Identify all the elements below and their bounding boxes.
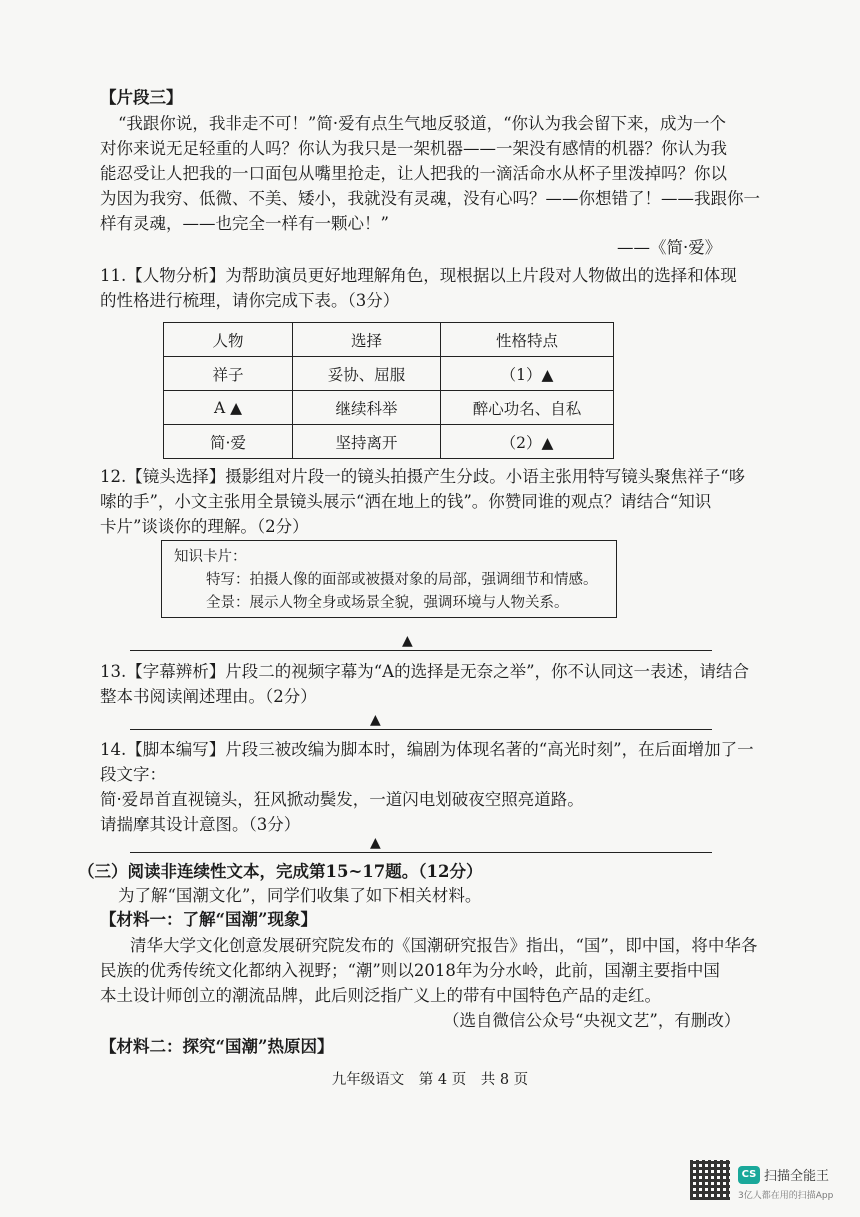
table-cell-blank: （1）▲ — [441, 357, 614, 391]
q12-stem: 卡片”谈谈你的理解。（2分） — [100, 517, 309, 536]
material1-line: 民族的优秀传统文化都纳入视野；“潮”则以2018年为分水岭，此前，国潮主要指中国 — [100, 961, 720, 980]
segment3-line: 样有灵魂，——也完全一样有一颗心！” — [100, 214, 389, 233]
material2-heading: 【材料二：探究“国潮”热原因】 — [100, 1037, 334, 1056]
table-header: 选择 — [293, 323, 441, 357]
material1-line: 清华大学文化创意发展研究院发布的《国潮研究报告》指出，“国”，即中国，将中华各 — [130, 936, 758, 955]
table-cell: 简·爱 — [164, 425, 293, 459]
table-cell: 继续科举 — [293, 391, 441, 425]
answer-marker-icon: ▲ — [370, 835, 381, 851]
q13-stem: 整本书阅读阐述理由。（2分） — [100, 687, 317, 706]
q12-stem: 嗦的手”，小文主张用全景镜头展示“洒在地上的钱”。你赞同谁的观点？请结合“知识 — [100, 492, 712, 511]
table-cell-blank: （2）▲ — [441, 425, 614, 459]
knowledge-card-item: 全景：展示人物全身或场景全貌，强调环境与人物关系。 — [206, 595, 569, 611]
character-table — [163, 322, 614, 459]
table-cell: 醉心功名、自私 — [441, 391, 614, 425]
table-cell-blank: A ▲ — [164, 391, 293, 425]
section3-heading: （三）阅读非连续性文本，完成第15~17题。（12分） — [78, 862, 483, 881]
table-cell: 祥子 — [164, 357, 293, 391]
q14-stem: 请揣摩其设计意图。（3分） — [100, 815, 301, 834]
answer-marker-icon: ▲ — [402, 633, 413, 649]
table-row — [164, 357, 614, 391]
watermark-app-name: 扫描全能王 — [764, 1169, 830, 1184]
knowledge-card-item: 特写：拍摄人像的面部或被摄对象的局部，强调细节和情感。 — [206, 572, 598, 588]
segment3-line: 能忍受让人把我的一口面包从嘴里抢走，让人把我的一滴活命水从杯子里泼掉吗？你以 — [100, 164, 727, 183]
table-header-row — [164, 323, 614, 357]
answer-line[interactable] — [130, 852, 712, 853]
q14-stem: 段文字： — [100, 765, 166, 784]
segment3-line: 为因为我穷、低微、不美、矮小，我就没有灵魂，没有心吗？——你想错了！——我跟你一 — [100, 189, 760, 208]
table-row — [164, 425, 614, 459]
answer-line[interactable] — [130, 729, 712, 730]
material1-line: 本土设计师创立的潮流品牌，此后则泛指广义上的带有中国特色产品的走红。 — [100, 986, 661, 1005]
q13-stem: 13.【字幕辨析】片段二的视频字幕为“A的选择是无奈之举”，你不认同这一表述，请结合 — [100, 662, 750, 681]
knowledge-card-title: 知识卡片： — [174, 549, 247, 565]
q14-stem: 14.【脚本编写】片段三被改编为脚本时，编剧为体现名著的“高光时刻”，在后面增加了一 — [100, 740, 754, 759]
q12-stem: 12.【镜头选择】摄影组对片段一的镜头拍摄产生分歧。小语主张用特写镜头聚焦祥子“哆 — [100, 467, 746, 486]
table-row — [164, 391, 614, 425]
section3-intro: 为了解“国潮文化”，同学们收集了如下相关材料。 — [118, 886, 482, 905]
table-header: 性格特点 — [441, 323, 614, 357]
segment3-line: “我跟你说，我非走不可！”简·爱有点生气地反驳道，“你认为我会留下来，成为一个 — [118, 114, 727, 133]
camscanner-logo-icon: CS — [738, 1166, 760, 1184]
qr-code-icon — [690, 1160, 730, 1200]
material1-heading: 【材料一：了解“国潮”现象】 — [100, 910, 317, 929]
table-cell: 坚持离开 — [293, 425, 441, 459]
segment3-heading: 【片段三】 — [100, 88, 183, 107]
table-cell: 妥协、屈服 — [293, 357, 441, 391]
segment3-line: 对你来说无足轻重的人吗？你认为我只是一架机器——一架没有感情的机器？你认为我 — [100, 139, 727, 158]
q11-stem: 11.【人物分析】为帮助演员更好地理解角色，现根据以上片段对人物做出的选择和体现 — [100, 266, 737, 285]
answer-line[interactable] — [130, 650, 712, 651]
material1-source: （选自微信公众号“央视文艺”，有删改） — [443, 1011, 741, 1030]
segment3-source: ——《简·爱》 — [617, 238, 722, 257]
answer-marker-icon: ▲ — [370, 712, 381, 728]
q11-stem: 的性格进行梳理，请你完成下表。（3分） — [100, 291, 400, 310]
knowledge-card — [161, 540, 617, 618]
page-footer: 九年级语文 第 4 页 共 8 页 — [331, 1072, 529, 1088]
q14-quote: 简·爱昂首直视镜头，狂风掀动鬓发，一道闪电划破夜空照亮道路。 — [100, 790, 584, 809]
watermark-tagline: 3亿人都在用的扫描App — [738, 1191, 834, 1201]
table-header: 人物 — [164, 323, 293, 357]
